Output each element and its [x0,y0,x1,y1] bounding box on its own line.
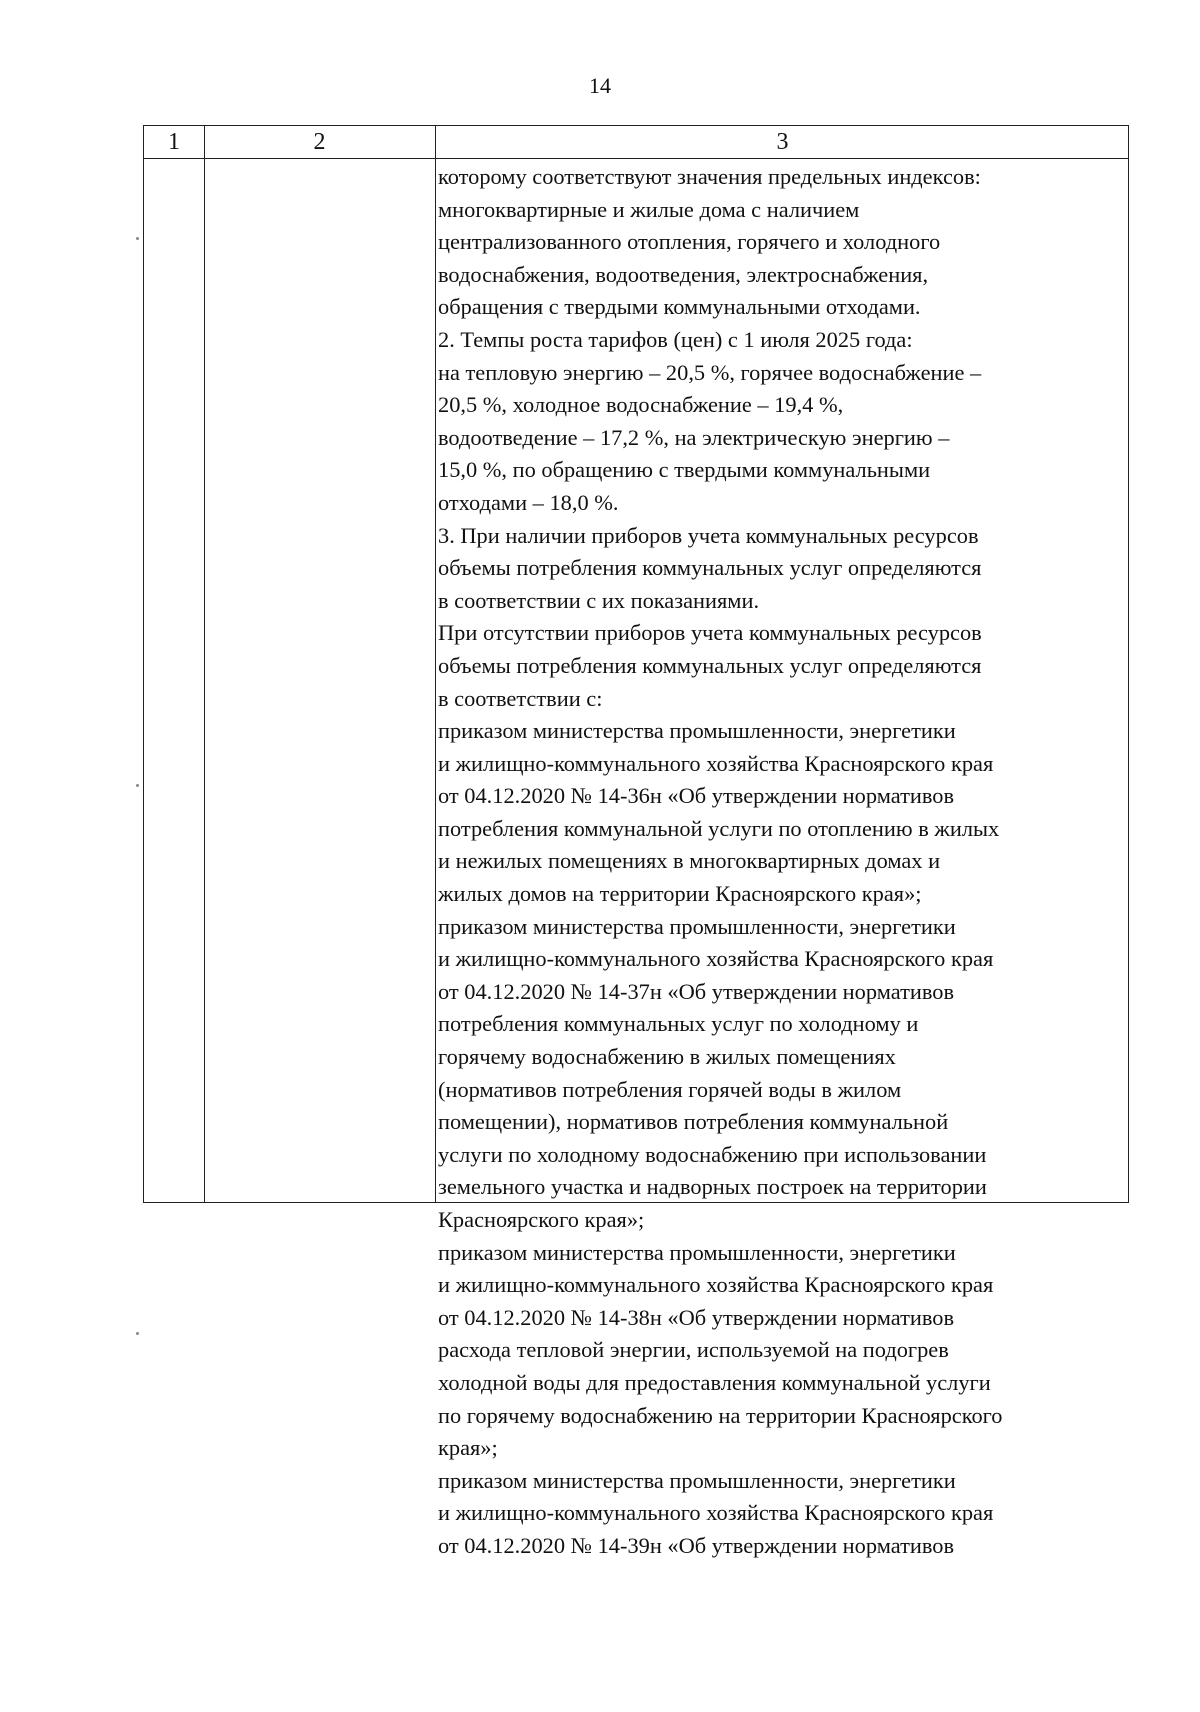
text-line: и жилищно-коммунального хозяйства Красноярского края [438,750,994,776]
text-line: объемы потребления коммунальных услуг определяются [438,555,982,581]
text-line: земельного участка и надворных построек на территории [438,1174,987,1200]
text-line: холодной воды для предоставления коммунальной услуги [438,1369,991,1395]
column-header-2: 2 [313,129,326,155]
text-line: 20,5 %, холодное водоснабжение – 19,4 %, [438,392,844,418]
text-line: от 04.12.2020 № 14-37н «Об утверждении нормативов [438,978,955,1004]
text-line: горячему водоснабжению в жилых помещениях [438,1044,896,1070]
text-line: расхода тепловой энергии, используемой на подогрев [438,1337,949,1363]
text-line: жилых домов на территории Красноярского края»; [438,881,922,907]
column-3-content [438,161,1128,1563]
text-line: приказом министерства промышленности, энергетики [438,718,956,744]
text-line: в соответствии с их показаниями. [438,587,760,613]
text-line: приказом министерства промышленности, энергетики [438,1239,956,1265]
text-line: и нежилых помещениях в многоквартирных домах и [438,848,941,874]
scan-mark [136,237,139,240]
text-line: и жилищно-коммунального хозяйства Красноярского края [438,1272,994,1298]
text-line: от 04.12.2020 № 14-36н «Об утверждении нормативов [438,783,955,809]
text-line: 3. При наличии приборов учета коммунальных ресурсов [438,522,979,548]
text-line: централизованного отопления, горячего и холодного [438,229,941,255]
text-line: от 04.12.2020 № 14-38н «Об утверждении нормативов [438,1304,955,1330]
text-line: обращения с твердыми коммунальными отходами. [438,294,921,320]
page-number: 14 [589,73,611,98]
text-line: в соответствии с: [438,685,603,711]
text-line: отходами – 18,0 %. [438,489,619,515]
text-line: услуги по холодному водоснабжению при использовании [438,1141,987,1167]
text-line: водоснабжения, водоотведения, электроснабжения, [438,261,929,287]
scan-mark [136,784,139,787]
text-line: Красноярского края»; [438,1207,645,1232]
text-line: объемы потребления коммунальных услуг определяются [438,652,982,678]
text-line: края»; [438,1435,498,1461]
text-line: 2. Темпы роста тарифов (цен) с 1 июля 2025 года: [438,326,913,352]
text-line: потребления коммунальных услуг по холодному и [438,1011,919,1037]
text-line: от 04.12.2020 № 14-39н «Об утверждении нормативов [438,1532,955,1558]
text-line: приказом министерства промышленности, энергетики [438,913,956,939]
text-line: по горячему водоснабжению на территории Красноярского [438,1402,1003,1428]
header-row-divider [144,158,1128,159]
scan-mark [136,1332,139,1335]
text-line: которому соответствуют значения предельных индексов: [438,164,981,189]
text-line: приказом министерства промышленности, энергетики [438,1467,956,1493]
text-line: (нормативов потребления горячей воды в жилом [438,1076,902,1102]
column-divider-2 [435,126,436,1202]
column-divider-1 [204,126,205,1202]
column-header-1: 1 [168,129,180,155]
column-header-3: 3 [776,129,789,155]
text-line: многоквартирные и жилые дома с наличием [438,196,860,222]
text-line: на тепловую энергию – 20,5 %, горячее водоснабжение – [438,359,982,385]
text-line: При отсутствии приборов учета коммунальных ресурсов [438,620,982,646]
document-table [143,125,1129,1558]
text-line: и жилищно-коммунального хозяйства Красноярского края [438,946,994,972]
text-line: водоотведение – 17,2 %, на электрическую энергию – [438,424,950,450]
text-line: 15,0 %, по обращению с твердыми коммунальными [438,457,931,483]
text-line: помещении), нормативов потребления коммунальной [438,1109,949,1135]
text-line: и жилищно-коммунального хозяйства Красноярского края [438,1500,994,1526]
text-line: потребления коммунальной услуги по отоплению в жилых [438,815,1000,841]
